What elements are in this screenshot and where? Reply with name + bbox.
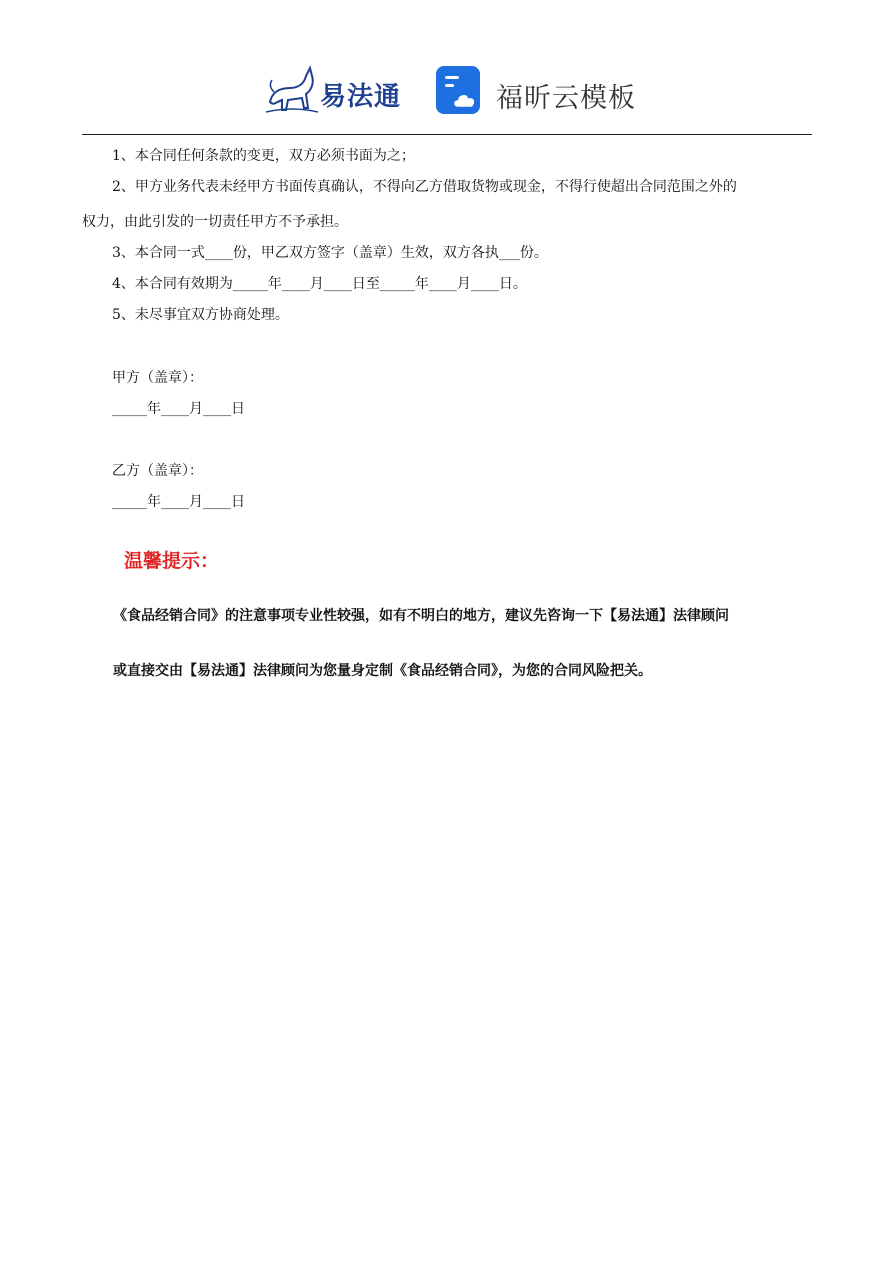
- header-divider: [82, 134, 812, 135]
- yifatong-logo: [262, 62, 412, 120]
- party-b-date: _____年____月____日: [112, 494, 245, 510]
- clause-2-continued: 权力，由此引发的一切责任甲方不予承担。: [82, 214, 348, 230]
- party-b-label: 乙方（盖章）：: [112, 463, 203, 479]
- unicorn-icon: [262, 62, 322, 120]
- clause-2: 2、甲方业务代表未经甲方书面传真确认，不得向乙方借取货物或现金，不得行使超出合同范围之外的: [112, 179, 737, 195]
- foxit-template-logo: [434, 64, 644, 120]
- logo2-text: 福昕云模板: [496, 83, 636, 114]
- clause-4: 4、本合同有效期为_____年____月____日至_____年____月____日。: [112, 276, 527, 292]
- party-a-label: 甲方（盖章）：: [112, 370, 203, 386]
- clause-1: 1、本合同任何条款的变更，双方必须书面为之；: [112, 148, 415, 164]
- clause-5: 5、未尽事宜双方协商处理。: [112, 307, 289, 323]
- tips-title: 温馨提示：: [124, 550, 220, 572]
- tips-line-1: 《食品经销合同》的注意事项专业性较强，如有不明白的地方，建议先咨询一下【易法通】法律顾问: [113, 608, 729, 624]
- party-a-date: _____年____月____日: [112, 401, 245, 417]
- tips-line-2: 或直接交由【易法通】法律顾问为您量身定制《食品经销合同》，为您的合同风险把关。: [113, 663, 652, 679]
- document-header: [0, 58, 893, 124]
- clause-3: 3、本合同一式____份，甲乙双方签字（盖章）生效，双方各执___份。: [112, 245, 548, 261]
- cloud-doc-icon: [434, 64, 486, 116]
- logo1-text: 易法通: [320, 82, 402, 112]
